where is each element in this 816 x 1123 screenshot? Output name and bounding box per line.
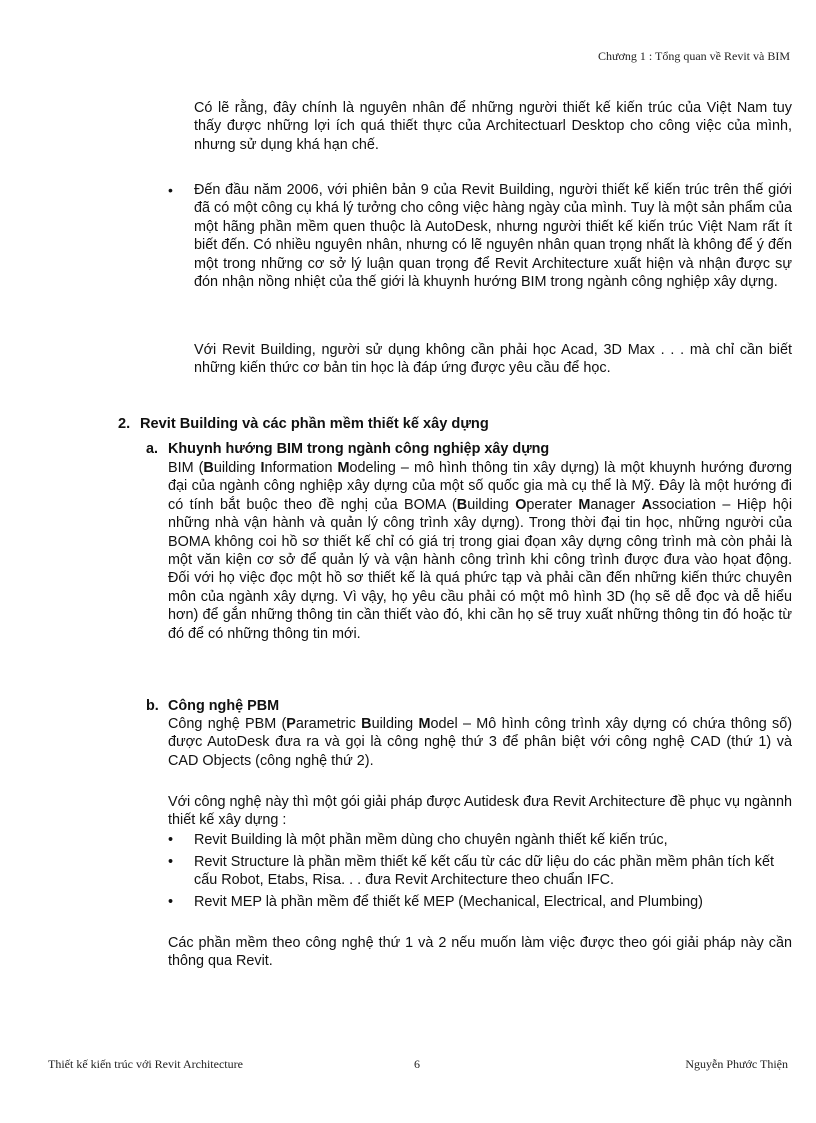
list-item: • Revit MEP là phần mềm để thiết kế MEP (Mechanical, Electrical, and Plumbing) (168, 894, 703, 910)
list-item: • Revit Structure là phần mềm thiết kế kết cấu từ các dữ liệu do các phần mềm phân tích kết cấu Robot, Etabs, Risa. . . đưa Revit Architecture theo chuẩn IFC. (168, 854, 774, 889)
subsection-a-title: Khuynh hướng BIM trong ngành công nghiệp xây dựng (168, 441, 550, 457)
intro-paragraph: Có lẽ rằng, đây chính là nguyên nhân để những người thiết kế kiến trúc của Việt Nam tuy thấy được những lợi ích quá thiết thực của Architectuarl Desktop cho công việc của mình, nhưng sử dụng khá hạn chế. (194, 100, 792, 153)
bullet-icon: • (168, 182, 173, 198)
subsection-b-letter: b. (146, 698, 159, 714)
page-number: 6 (414, 1057, 420, 1071)
bullet-icon: • (168, 832, 174, 848)
pbm-paragraph: Công nghệ PBM (Parametric Building Model – Mô hình công trình xây dựng có chứa thông số) được AutoDesk đưa ra và gọi là công nghệ thứ 3 để phân biệt với công nghệ CAD (thứ 1) và CAD Objects (công nghệ thứ 2). (168, 716, 793, 769)
closing-paragraph: Các phần mềm theo công nghệ thứ 1 và 2 nếu muốn làm việc được theo gói giải pháp này cần thông qua Revit. (168, 935, 792, 970)
subsection-b-heading (146, 697, 279, 715)
section-heading (118, 415, 489, 433)
intro-follow-paragraph: Với Revit Building, người sử dụng không cần phải học Acad, 3D Max . . . mà chỉ cần biết những kiến thức cơ bản tin học là đáp ứng được yêu cầu để học. (194, 342, 792, 377)
bim-paragraph: BIM (Building Information Modeling – mô hình thông tin xây dựng) là một khuynh hướng đương đại của ngành công nghiệp xây dựng của một số quốc gia mà cụ thể là Mỹ. Đây là một hướng đi có tính bắt buộc theo đề nghị của BOMA (Building Operater Manager Association – Hiệp hội những nhà vận hành và quản lý công trình xây dựng). Trong thời đại tin học, những người của BOMA không coi hồ sơ thiết kế chỉ có giá trị trong giai đọan xây dựng công trình mà còn phải là một văn kiện cơ sở để quản lý và vận hành công trình khi công trình được đưa vào họat động. Đối với họ việc đọc một hồ sơ thiết kế là quá phức tạp và phải cần đến những kiến thức chuyên môn của ngành xây dựng. Vì vậy, họ yêu cầu phải có một mô hình 3D (họ sẽ dễ đọc và dễ hiểu hơn) để gắn những thông tin cần thiết vào đó, khi cần họ sẽ truy xuất những thông tin đó hoặc từ đó để có những thông tin mới. (168, 460, 793, 642)
subsection-a-heading (146, 440, 549, 458)
list-item: • Revit Building là một phần mềm dùng cho chuyên ngành thiết kế kiến trúc, (168, 832, 668, 848)
footer-author: Nguyễn Phước Thiện (685, 1057, 788, 1071)
bullet-icon: • (168, 894, 174, 910)
subsection-b-title: Công nghệ PBM (168, 698, 280, 714)
bullet-icon: • (168, 854, 174, 870)
intro-bullet-text: Đến đầu năm 2006, với phiên bản 9 của Revit Building, người thiết kế kiến trúc trên thế giới đã có một công cụ khá lý tưởng cho công việc hàng ngày của mình. Tuy là một sản phẩm của một hãng phần mềm quen thuộc là AutoDesk, nhưng người thiết kế kiến trúc Việt Nam rất ít biết đến. Có nhiều nguyên nhân, nhưng có lẽ nguyên nhân quan trọng nhất là không để ý đến một trong những cơ sở lý luận quan trọng để Revit Architecture xuất hiện và nhận được sự đón nhận nồng nhiệt của thế giới là khuynh hướng BIM trong ngành công nghiệp xây dựng. (194, 182, 792, 291)
section-number: 2. (118, 416, 131, 432)
page-header: Chương 1 : Tổng quan về Revit và BIM (598, 49, 790, 63)
footer-book-title: Thiết kế kiến trúc với Revit Architecture (48, 1057, 243, 1071)
solution-paragraph: Với công nghệ này thì một gói giải pháp được Autidesk đưa Revit Architecture đề phục vụ ngànnh thiết kế xây dựng : (168, 794, 792, 829)
subsection-a-letter: a. (146, 441, 159, 457)
section-title: Revit Building và các phần mềm thiết kế xây dựng (140, 416, 489, 432)
